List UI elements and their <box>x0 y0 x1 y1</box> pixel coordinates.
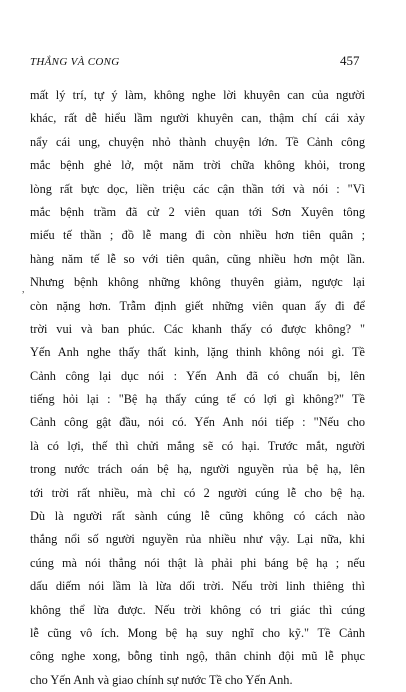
text-line: Cảnh công lại dục nói : Yến Anh đã có chuẩn bị, lên <box>30 368 365 383</box>
text-line: Dù là người rất sành cúng lễ cũng không có cách nào <box>30 509 365 524</box>
text-line: Cảnh công gật đầu, nói có. Yến Anh nói tiếp : "Nếu cho <box>30 415 365 430</box>
scan-mark: , <box>22 284 25 295</box>
text-line: thắng nổi số người nguyền rủa nhiều như vậy. Lại nữa, khi <box>30 532 365 547</box>
text-line: lễ cũng vô ích. Mong bệ hạ suy nghĩ cho kỹ." Tề Cảnh <box>30 625 365 640</box>
text-line: cho Yến Anh và giao chính sự nước Tề cho Yến Anh. <box>30 672 293 687</box>
text-line: tiếng hỏi lại : "Bệ hạ thấy cúng tế có lợi gì không?" Tề <box>30 392 365 407</box>
page-number: 457 <box>340 53 360 68</box>
text-line: khác, rất dễ hiểu lầm người khuyên can, thậm chí cái xảy <box>30 111 365 126</box>
text-line: cúng mà nói thẳng nói thật là phải phi báng bệ hạ ; nếu <box>30 555 365 570</box>
text-line: dấu diếm nói lầm là lừa dối trời. Nếu trời linh thiêng thì <box>30 579 365 594</box>
text-line: lòng rất bực dọc, liền triệu các cận thần tới và nói : "Vì <box>30 181 365 196</box>
text-line: Yến Anh nghe thấy thất kinh, lặng thinh không nói gì. Tề <box>30 345 365 360</box>
text-line: trời vui và ban phúc. Các khanh thấy có được không? " <box>30 321 365 336</box>
running-header-title: THẮNG VÀ CONG <box>30 56 120 68</box>
text-line: trong nước trách oán bệ hạ, người nguyền rủa bệ hạ, lên <box>30 462 365 477</box>
text-line: là có lợi, thế thì chửi mắng sẽ có hại. Trước mắt, người <box>30 438 365 453</box>
text-line: mắc bệnh ghẻ lở, một năm trời chữa không khỏi, trong <box>30 158 365 173</box>
text-line: nẩy cái ung, chuyện nhỏ thành chuyện lớn. Tề Cảnh công <box>30 134 365 149</box>
body-text <box>30 84 365 692</box>
text-line: miếu tế thần ; đồ lễ mang đi còn nhiều hơn tiên quân ; <box>30 228 365 243</box>
text-line: còn nặng hơn. Trẫm định giết những viên quan ấy đi để <box>30 298 365 313</box>
text-line: công nghe xong, bỗng tỉnh ngộ, thân chinh đội mũ lễ phục <box>30 649 365 664</box>
text-line: không thể lừa được. Nếu trời không có tri giác thì cúng <box>30 602 365 617</box>
text-line: Nhưng bệnh không những không thuyên giảm, ngược lại <box>30 275 365 290</box>
text-line: mắc bệnh trầm đã cử 2 viên quan tới Sơn Xuyên tông <box>30 204 365 219</box>
text-line: hàng năm tế lễ so với tiên quân, cũng nhiều hơn một lần. <box>30 251 365 266</box>
text-line: mất lý trí, tự ý làm, không nghe lời khuyên can của người <box>30 88 365 102</box>
text-line: tới trời rất nhiều, mà chỉ có 2 người cúng lễ cho bệ hạ. <box>30 485 365 500</box>
